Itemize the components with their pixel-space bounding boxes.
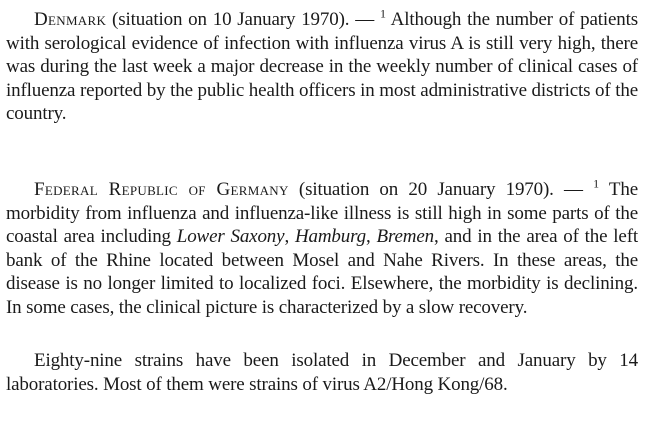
denmark-report-text: Although the number of patients with serological evidence of infection with influenza virus A is still very high, there was during the last week a major decrease in the weekly number of clinical cases of influenza reported by the public health officers in most administrative districts of the country. (6, 9, 639, 124)
frg-separator-1: , (284, 226, 295, 247)
frg-separator-2: , (366, 226, 377, 247)
denmark-situation: (situation on 10 January 1970). — (106, 9, 380, 30)
frg-situation: (situation on 20 January 1970). — (288, 179, 594, 200)
denmark-footnote-marker: 1 (379, 6, 386, 21)
frg-report-text-b: , and in the area of the left bank of the Rhine located between Mosel and Nahe Rivers. In these areas, the disease is no longer limited to localized foci. Elsewhere, the morbidity is declining. In some cases, the clinical picture is characterized by a slow recovery. (6, 226, 639, 318)
frg-place-hamburg: Hamburg (294, 226, 367, 247)
denmark-paragraph (6, 8, 638, 126)
frg-report-text-a: The morbidity from influenza and influenza-like illness is still high in some parts of the coastal area including (6, 179, 638, 247)
frg-paragraph (6, 178, 638, 319)
frg-place-bremen: Bremen (376, 226, 434, 247)
denmark-country-heading: Denmark (34, 9, 107, 30)
frg-footnote-marker: 1 (593, 176, 599, 191)
frg-strains-text: Eighty-nine strains have been isolated in December and January by 14 laboratories. Most of them were strains of virus A2/Hong Kong/68. (6, 350, 638, 395)
frg-place-lower-saxony: Lower Saxony (176, 226, 285, 247)
frg-strains-paragraph (6, 349, 638, 396)
frg-country-heading: Federal Republic of Germany (34, 179, 289, 200)
